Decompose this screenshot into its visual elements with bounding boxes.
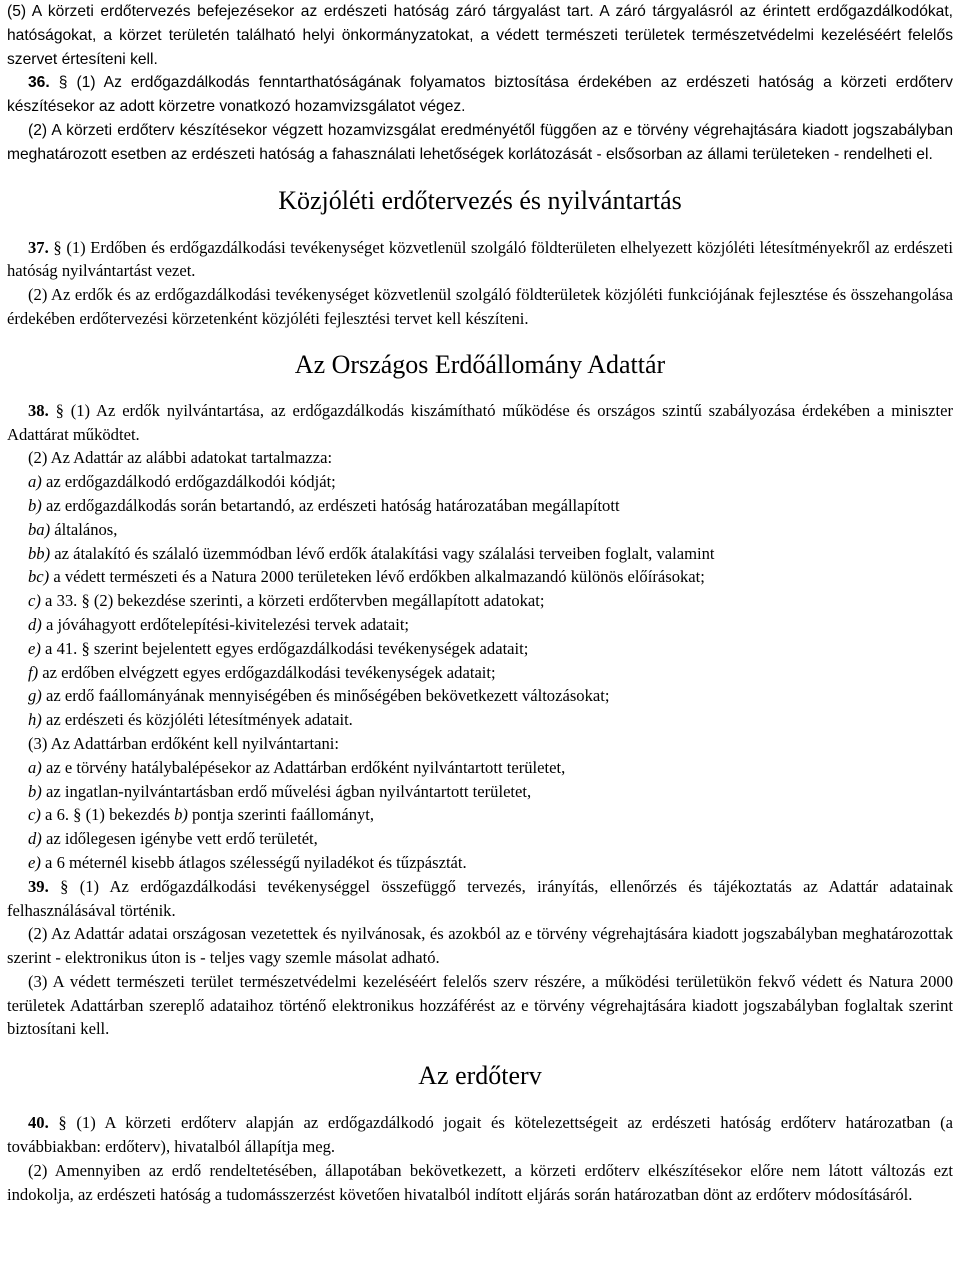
section-text: § (1) Az erdőgazdálkodás fenntarthatóságának folyamatos biztosítása érdekében az erdészeti hatóság a körzeti erdőterv készítésekor az adott körzetre vonatkozó hozamvizsgálatot végez. bbox=[7, 74, 953, 116]
list-item: e) a 41. § szerint bejelentett egyes erdőgazdálkodási tevékenységek adatait; bbox=[28, 638, 529, 658]
list-item: ba) általános, bbox=[28, 519, 118, 539]
section-39-para-1 bbox=[7, 875, 953, 923]
section-number: 38. bbox=[28, 400, 49, 420]
list-item: d) az időlegesen igénybe vett erdő területét, bbox=[28, 829, 318, 849]
list-item: a) az erdőgazdálkodó erdőgazdálkodói kódját; bbox=[28, 472, 336, 492]
list-item: f) az erdőben elvégzett egyes erdőgazdálkodási tevékenységek adatait; bbox=[28, 662, 496, 682]
section-38-para-2: (2) Az Adattár az alábbi adatokat tartalmazza: bbox=[28, 448, 333, 468]
section-number: 37. bbox=[28, 237, 49, 257]
list-item: b) az ingatlan-nyilvántartásban erdő művelési ágban nyilvántartott területet, bbox=[28, 781, 532, 801]
section-40-para-1 bbox=[7, 1111, 953, 1159]
section-38-para-1 bbox=[7, 399, 953, 447]
list-item: bc) a védett természeti és a Natura 2000 területeken lévő erdőkben alkalmazandó különös előírásokat; bbox=[28, 567, 705, 587]
paragraph-35-5: (5) A körzeti erdőtervezés befejezésekor az erdészeti hatóság záró tárgyalást tart. A záró tárgyalásról az érintett erdőgazdálkodókat, hatóságokat, a körzet területén található helyi önkormányzatokat, a védett természeti területek természetvédelmi kezeléséért felelős szervet értesíteni kell. bbox=[7, 3, 953, 68]
heading-kozjoleti: Közjóléti erdőtervezés és nyilvántartás bbox=[278, 185, 682, 215]
list-item: e) a 6 méternél kisebb átlagos szélességű nyiladékot és tűzpásztát. bbox=[28, 852, 467, 872]
list-item: c) a 33. § (2) bekezdése szerinti, a körzeti erdőtervben megállapított adatokat; bbox=[28, 591, 545, 611]
section-39-para-3: (3) A védett természeti terület természetvédelmi kezeléséért felelős szerv részére, a működési területükön fekvő védett és Natura 2000 területek Adattárban szereplő adataihoz történő elektronikus hozzáférést az e törvény végrehajtására kiadott jogszabályban foglaltak szerint biztosítani kell. bbox=[7, 971, 953, 1039]
section-number: 40. bbox=[28, 1113, 49, 1133]
section-36-para-1 bbox=[7, 71, 953, 119]
list-item: g) az erdő faállományának mennyiségében és minőségében bekövetkezett változásokat; bbox=[28, 686, 610, 706]
section-text: § (1) Az erdőgazdálkodási tevékenységgel összefüggő tervezés, irányítás, ellenőrzés és tájékoztatás az Adattár adatainak felhasználásával történik. bbox=[7, 876, 953, 920]
heading-adattar: Az Országos Erdőállomány Adattár bbox=[294, 349, 666, 379]
section-37-para-2: (2) Az erdők és az erdőgazdálkodási tevékenységet közvetlenül szolgáló földterületek közjóléti funkciójának fejlesztése és összehangolása érdekében erdőtervezési körzetenként közjóléti fejlesztési tervet kell készíteni. bbox=[7, 285, 953, 328]
section-37-para-1 bbox=[7, 236, 953, 284]
list-item: c) a 6. § (1) bekezdés b) pontja szerinti faállományt, bbox=[28, 805, 375, 825]
section-38-para-3: (3) Az Adattárban erdőként kell nyilvántartani: bbox=[28, 733, 340, 753]
list-item: h) az erdészeti és közjóléti létesítmények adatait. bbox=[28, 710, 353, 730]
section-text: § (1) Az erdők nyilvántartása, az erdőgazdálkodás kiszámítható működése és országos szintű szabályozása érdekében a miniszter Adattárat működtet. bbox=[7, 400, 953, 444]
section-39-para-2: (2) Az Adattár adatai országosan vezetettek és nyilvánosak, és azokból az e törvény végrehajtására kiadott jogszabályban meghatározottak szerint - elektronikus úton is - teljes vagy szemle másolat adható. bbox=[7, 924, 953, 968]
list-item: b) az erdőgazdálkodás során betartandó, az erdészeti hatóság határozatában megállapított bbox=[28, 495, 620, 515]
section-number: 36. bbox=[28, 74, 50, 92]
section-number: 39. bbox=[28, 876, 49, 896]
section-text: § (1) A körzeti erdőterv alapján az erdőgazdálkodó jogait és kötelezettségeit az erdészeti hatóság erdőterv határozatban (a továbbiakban: erdőterv), hivatalból állapítja meg. bbox=[7, 1113, 953, 1157]
section-36-para-2: (2) A körzeti erdőterv készítésekor végzett hozamvizsgálat eredményétől függően az e törvény végrehajtására kiadott jogszabályban meghatározott esetben az erdészeti hatóság a fahasználati lehetőségek korlátozását - elsősorban az állami területeken - rendelheti el. bbox=[7, 121, 953, 163]
list-item: d) a jóváhagyott erdőtelepítési-kivitelezési tervek adatait; bbox=[28, 614, 410, 634]
list-item: bb) az átalakító és szálaló üzemmódban lévő erdők átalakítási vagy szálalási terveiben foglalt, valamint bbox=[28, 543, 715, 563]
heading-erdoterv: Az erdőterv bbox=[418, 1061, 542, 1091]
list-item: a) az e törvény hatálybalépésekor az Adattárban erdőként nyilvántartott területet, bbox=[28, 757, 566, 777]
section-40-para-2: (2) Amennyiben az erdő rendeltetésében, állapotában bekövetkezett, a körzeti erdőterv elkészítésekor előre nem látott változás ezt indokolja, az erdészeti hatóság a tudomásszerzést követően hivatalból indított eljárás során határozatban dönt az erdőterv módosításáról. bbox=[7, 1160, 953, 1204]
section-text: § (1) Erdőben és erdőgazdálkodási tevékenységet közvetlenül szolgáló földterületen elhelyezett közjóléti létesítményekről az erdészeti hatóság nyilvántartást vezet. bbox=[7, 237, 953, 281]
